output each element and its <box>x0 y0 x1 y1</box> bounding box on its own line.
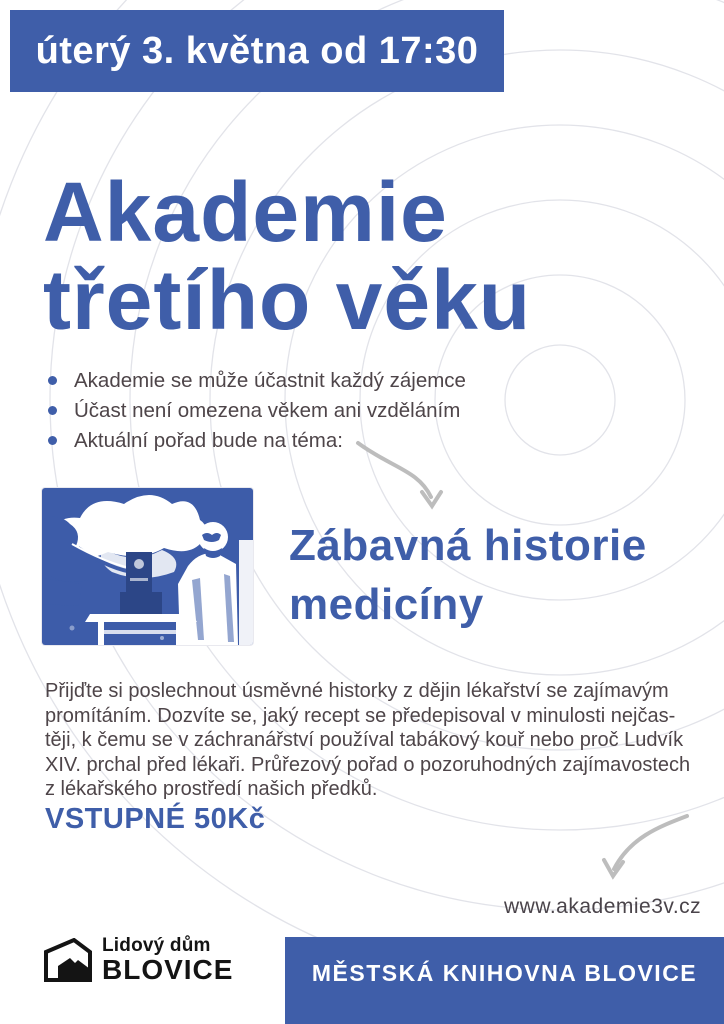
bullet-text: Účast není omezena věkem ani vzděláním <box>74 399 461 422</box>
topic-line-1: Zábavná historie <box>289 521 647 570</box>
historic-medicine-photo <box>42 488 253 645</box>
venue-name: MĚSTSKÁ KNIHOVNA BLOVICE <box>311 960 698 986</box>
date-banner <box>10 10 504 92</box>
house-icon <box>44 938 92 982</box>
bullet-text: Aktuální pořad bude na téma: <box>74 429 343 452</box>
title-line-1: Akademie <box>43 165 448 259</box>
topic-title <box>289 516 647 634</box>
title-line-2: třetího věku <box>43 253 532 347</box>
event-date-text: úterý 3. května od 17:30 <box>35 29 479 72</box>
topic-line-2: medicíny <box>289 580 484 629</box>
page-title <box>43 165 532 347</box>
description-line: těji, k čemu se v záchranářství používal tabákový kouř nebo proč Ludvík <box>45 729 684 752</box>
admission-price: VSTUPNÉ 50Kč <box>45 803 266 835</box>
list-item <box>48 370 466 392</box>
description-line: z lékařského prostředí našich předků. <box>45 778 378 801</box>
footer-banner <box>285 937 724 1024</box>
bullet-dot-icon <box>48 436 57 445</box>
curved-arrow-to-website <box>604 816 687 876</box>
logo-name-line2: BLOVICE <box>102 954 234 985</box>
logo-name-line1: Lidový dům <box>102 935 211 956</box>
list-item <box>48 400 466 422</box>
info-bullet-list <box>48 370 466 460</box>
bullet-dot-icon <box>48 376 57 385</box>
list-item <box>48 430 466 452</box>
event-description <box>45 679 690 802</box>
website-link[interactable]: www.akademie3v.cz <box>504 895 702 918</box>
description-line: Přijďte si poslechnout úsměvné historky z dějin lékařství se zajímavým <box>45 680 669 702</box>
description-line: XIV. prchal před lékaři. Průřezový pořad o pozoruhodných zajímavostech <box>45 753 691 776</box>
lidovy-dum-logo <box>44 936 233 983</box>
description-line: promítáním. Dozvíte se, jaký recept se předepisoval v minulosti nejčas- <box>45 704 676 727</box>
bullet-text: Akademie se může účastnit každý zájemce <box>74 369 466 392</box>
bullet-dot-icon <box>48 406 57 415</box>
